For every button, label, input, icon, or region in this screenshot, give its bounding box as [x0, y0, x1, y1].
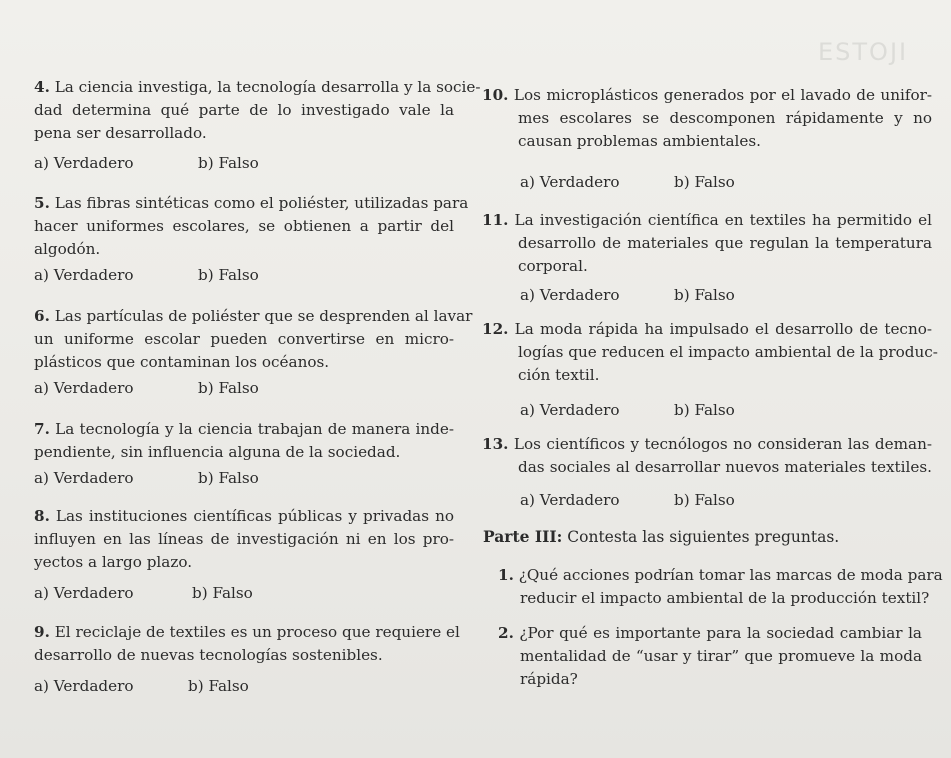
option-verdadero[interactable]: a) Verdadero: [520, 173, 620, 191]
question-text: reducir el impacto ambiental de la producción textil?: [520, 589, 930, 607]
question-number: 4.: [34, 78, 50, 96]
question-number: 8.: [34, 507, 50, 525]
question-text: un uniforme escolar pueden convertirse en micro-: [34, 330, 454, 348]
option-verdadero[interactable]: a) Verdadero: [34, 266, 134, 284]
part-3-heading: [483, 527, 839, 546]
part-3-label: Parte III:: [483, 527, 563, 546]
question-text: pena ser desarrollado.: [34, 124, 207, 142]
option-falso[interactable]: b) Falso: [198, 379, 259, 397]
question-11: [482, 209, 932, 278]
answer-options: [520, 491, 735, 509]
question-text: algodón.: [34, 240, 101, 258]
question-12: [482, 318, 938, 387]
question-text: Las instituciones científicas públicas y privadas no: [55, 507, 454, 525]
question-text: La tecnología y la ciencia trabajan de manera inde-: [55, 420, 455, 438]
question-8: [34, 505, 454, 574]
answer-options: [520, 401, 735, 419]
question-number: 9.: [34, 623, 50, 641]
answer-options: [34, 469, 259, 487]
option-falso[interactable]: b) Falso: [198, 266, 259, 284]
option-falso[interactable]: b) Falso: [674, 491, 735, 509]
open-question-1: [498, 564, 943, 610]
question-text: ¿Por qué es importante para la sociedad cambiar la: [519, 624, 922, 642]
question-text: dad determina qué parte de lo investigado vale la: [34, 101, 454, 119]
question-number: 2.: [498, 624, 514, 642]
option-falso[interactable]: b) Falso: [188, 677, 249, 695]
question-number: 10.: [482, 86, 509, 104]
open-question-2: [498, 622, 922, 691]
question-6: [34, 305, 473, 374]
option-verdadero[interactable]: a) Verdadero: [520, 401, 620, 419]
option-falso[interactable]: b) Falso: [198, 469, 259, 487]
option-falso[interactable]: b) Falso: [674, 286, 735, 304]
answer-options: [34, 584, 253, 602]
option-falso[interactable]: b) Falso: [198, 154, 259, 172]
option-verdadero[interactable]: a) Verdadero: [34, 154, 134, 172]
question-text: logías que reducen el impacto ambiental de la produc-: [518, 343, 938, 361]
question-text: yectos a largo plazo.: [34, 553, 193, 571]
question-text: La investigación científica en textiles ha permitido el: [514, 211, 932, 229]
question-text: pendiente, sin influencia alguna de la sociedad.: [34, 443, 401, 461]
question-text: causan problemas ambientales.: [518, 132, 761, 150]
question-text: mes escolares se descomponen rápidamente y no: [518, 109, 932, 127]
question-text: desarrollo de materiales que regulan la temperatura: [518, 234, 932, 252]
part-3-instruction: Contesta las siguientes preguntas.: [562, 528, 840, 546]
question-text: La ciencia investiga, la tecnología desarrolla y la socie-: [54, 78, 481, 96]
question-text: mentalidad de “usar y tirar” que promueve la moda: [520, 647, 922, 665]
question-text: Las partículas de poliéster que se desprenden al lavar: [54, 307, 473, 325]
question-number: 12.: [482, 320, 509, 338]
question-text: corporal.: [518, 257, 588, 275]
question-text: das sociales al desarrollar nuevos materiales textiles.: [518, 458, 932, 476]
question-text: Los microplásticos generados por el lavado de unifor-: [513, 86, 932, 104]
question-text: La moda rápida ha impulsado el desarrollo de tecno-: [514, 320, 932, 338]
question-number: 1.: [498, 566, 514, 584]
question-text: ción textil.: [518, 366, 600, 384]
option-verdadero[interactable]: a) Verdadero: [34, 469, 134, 487]
answer-options: [34, 266, 259, 284]
question-text: Los científicos y tecnólogos no consideran las deman-: [513, 435, 932, 453]
question-text: plásticos que contaminan los océanos.: [34, 353, 330, 371]
question-text: El reciclaje de textiles es un proceso que requiere el: [54, 623, 460, 641]
question-4: [34, 76, 481, 145]
question-text: rápida?: [520, 670, 578, 688]
answer-options: [34, 677, 249, 695]
option-verdadero[interactable]: a) Verdadero: [520, 491, 620, 509]
question-number: 6.: [34, 307, 50, 325]
faint-watermark: ESTOJI: [818, 38, 909, 66]
option-verdadero[interactable]: a) Verdadero: [34, 379, 134, 397]
question-text: hacer uniformes escolares, se obtienen a partir del: [34, 217, 454, 235]
answer-options: [34, 379, 259, 397]
question-5: [34, 192, 469, 261]
question-10: [482, 84, 932, 153]
option-verdadero[interactable]: a) Verdadero: [520, 286, 620, 304]
answer-options: [34, 154, 259, 172]
answer-options: [520, 173, 735, 191]
option-falso[interactable]: b) Falso: [674, 173, 735, 191]
option-falso[interactable]: b) Falso: [674, 401, 735, 419]
option-verdadero[interactable]: a) Verdadero: [34, 677, 134, 695]
option-falso[interactable]: b) Falso: [192, 584, 253, 602]
question-13: [482, 433, 932, 479]
question-9: [34, 621, 460, 667]
question-text: desarrollo de nuevas tecnologías sostenibles.: [34, 646, 383, 664]
question-number: 5.: [34, 194, 50, 212]
question-number: 11.: [482, 211, 509, 229]
question-number: 7.: [34, 420, 50, 438]
question-number: 13.: [482, 435, 509, 453]
question-text: influyen en las líneas de investigación ni en los pro-: [34, 530, 454, 548]
question-7: [34, 418, 454, 464]
option-verdadero[interactable]: a) Verdadero: [34, 584, 134, 602]
question-text: Las fibras sintéticas como el poliéster, utilizadas para: [54, 194, 469, 212]
answer-options: [520, 286, 735, 304]
question-text: ¿Qué acciones podrían tomar las marcas de moda para: [518, 566, 943, 584]
